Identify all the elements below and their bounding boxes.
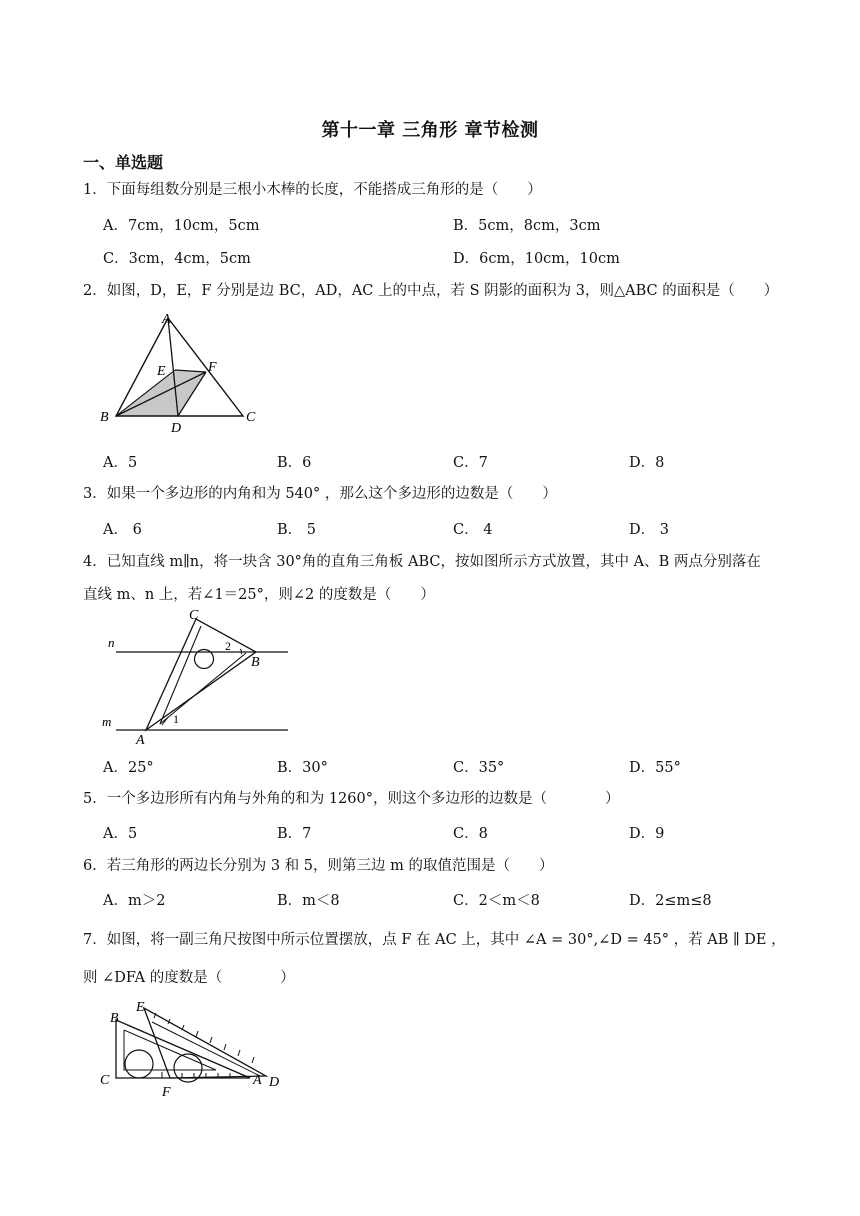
q7-label-b: B <box>110 1011 119 1026</box>
q2-option-d[interactable]: D．8 <box>629 455 665 471</box>
question-7-stem-line2: 则 ∠DFA 的度数是（ ） <box>83 970 295 986</box>
q3-option-b[interactable]: B． 5 <box>277 522 316 538</box>
q6-option-b[interactable]: B．m＜8 <box>277 893 340 909</box>
q7-label-a: A <box>253 1073 262 1088</box>
q5-option-a[interactable]: A．5 <box>103 826 138 842</box>
q4-option-b[interactable]: B．30° <box>277 760 328 776</box>
question-5-stem: 5．一个多边形所有内角与外角的和为 1260°，则这个多边形的边数是（ ） <box>83 791 620 807</box>
question-3-stem: 3．如果一个多边形的内角和为 540° ，那么这个多边形的边数是（ ） <box>83 486 557 502</box>
q2-label-a: A <box>162 312 171 327</box>
q4-parallel-lines-figure <box>98 606 298 746</box>
q2-triangle-figure <box>96 308 266 438</box>
q5-option-c[interactable]: C．8 <box>453 826 488 842</box>
q7-set-squares-figure <box>98 1000 298 1130</box>
q7-label-e: E <box>136 1000 145 1015</box>
question-6-stem: 6．若三角形的两边长分别为 3 和 5，则第三边 m 的取值范围是（ ） <box>83 858 554 874</box>
q7-label-c: C <box>100 1073 110 1088</box>
q2-label-c: C <box>246 410 256 425</box>
q6-option-d[interactable]: D．2≤m≤8 <box>629 893 712 909</box>
q4-label-n: n <box>108 635 115 650</box>
q2-label-e: E <box>157 364 166 379</box>
q3-option-a[interactable]: A． 6 <box>103 522 142 538</box>
q5-option-d[interactable]: D．9 <box>629 826 665 842</box>
q1-option-a[interactable]: A．7cm，10cm，5cm <box>103 218 260 234</box>
q4-label-b: B <box>251 655 260 670</box>
q3-option-c[interactable]: C． 4 <box>453 522 493 538</box>
q7-label-d: D <box>269 1075 280 1090</box>
q1-option-d[interactable]: D．6cm，10cm，10cm <box>453 251 620 267</box>
q4-label-m: m <box>102 714 112 729</box>
q3-option-d[interactable]: D． 3 <box>629 522 669 538</box>
q2-label-b: B <box>100 410 109 425</box>
q2-option-a[interactable]: A．5 <box>103 455 138 471</box>
q1-option-b[interactable]: B．5cm，8cm，3cm <box>453 218 601 234</box>
q1-option-c[interactable]: C．3cm，4cm，5cm <box>103 251 251 267</box>
section-heading: 一、单选题 <box>83 153 164 172</box>
q4-label-c: C <box>189 608 199 623</box>
q5-option-b[interactable]: B．7 <box>277 826 312 842</box>
q4-option-d[interactable]: D．55° <box>629 760 681 776</box>
q2-label-f: F <box>208 360 217 375</box>
q4-option-a[interactable]: A．25° <box>103 760 154 776</box>
q2-label-d: D <box>171 421 182 436</box>
question-7-stem-line1: 7．如图，将一副三角尺按图中所示位置摆放，点 F 在 AC 上，其中 ∠A = 30°,∠D = 45° ，若 AB ∥ DE ， <box>83 932 786 948</box>
q4-label-1: 1 <box>173 712 179 726</box>
q6-option-c[interactable]: C．2＜m＜8 <box>453 893 540 909</box>
question-4-stem-line1: 4．已知直线 m∥n，将一块含 30°角的直角三角板 ABC，按如图所示方式放置，其中 A、B 两点分别落在 <box>83 554 761 570</box>
question-1-stem: 1．下面每组数分别是三根小木棒的长度，不能搭成三角形的是（ ） <box>83 182 542 198</box>
q2-option-c[interactable]: C．7 <box>453 455 488 471</box>
question-2-stem: 2．如图，D，E，F 分别是边 BC，AD，AC 上的中点，若 S 阴影的面积为 3，则△ABC 的面积是（ ） <box>83 283 779 299</box>
page-title: 第十一章 三角形 章节检测 <box>321 120 539 141</box>
q4-label-a: A <box>136 733 145 746</box>
q7-label-f: F <box>162 1085 171 1100</box>
q4-label-2: 2 <box>225 639 231 653</box>
q6-option-a[interactable]: A．m＞2 <box>103 893 166 909</box>
q4-option-c[interactable]: C．35° <box>453 760 505 776</box>
question-4-stem-line2: 直线 m、n 上，若∠1＝25°，则∠2 的度数是（ ） <box>83 587 435 603</box>
q2-option-b[interactable]: B．6 <box>277 455 312 471</box>
